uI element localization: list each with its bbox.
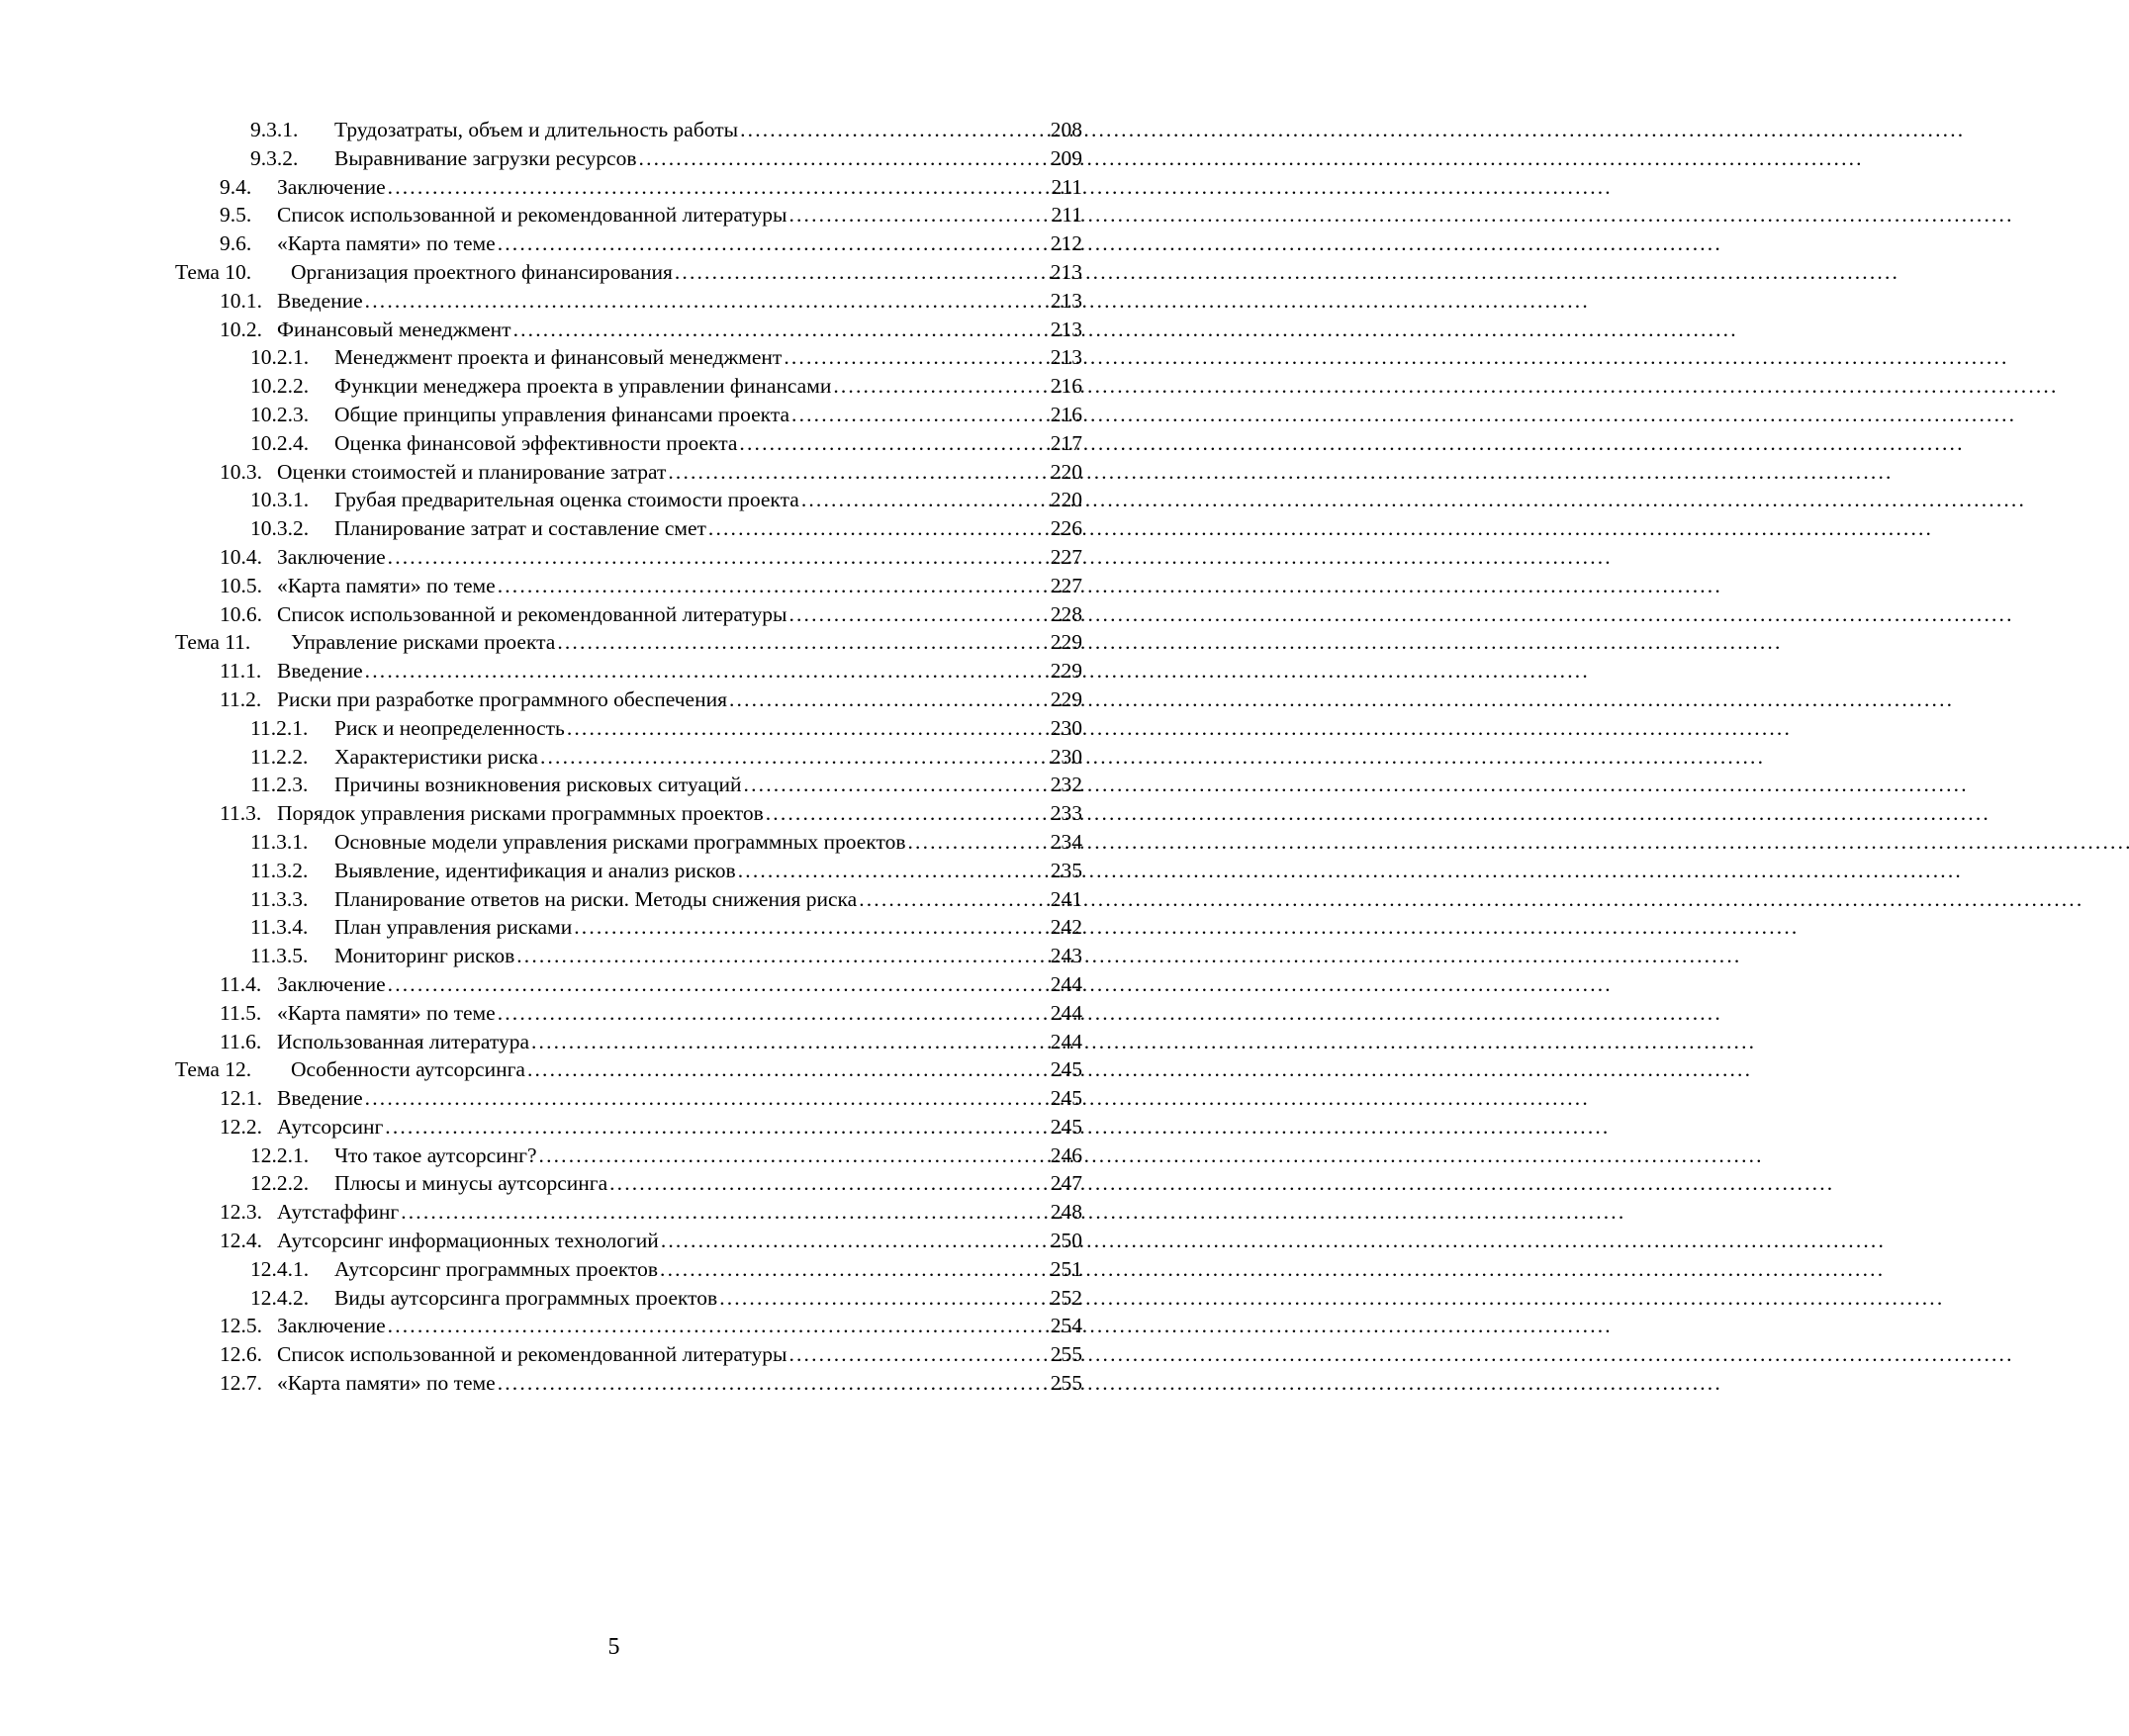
toc-dot-leader [527, 1055, 1049, 1084]
toc-entry-page: 229 [1050, 686, 1082, 711]
toc-entry[interactable] [175, 316, 1082, 344]
toc-entry[interactable] [175, 458, 1082, 487]
toc-dot-leader [744, 771, 1049, 799]
toc-entry-page: 211 [1051, 203, 1082, 228]
toc-entry[interactable] [175, 942, 1082, 970]
toc-dot-leader [388, 543, 1049, 572]
toc-entry-title: Грубая предварительная оценка стоимости проекта [334, 488, 799, 512]
toc-entry[interactable] [175, 771, 1082, 799]
toc-entry-title: Аутсорсинг [277, 1114, 384, 1139]
toc-entry-page: 234 [1050, 829, 1082, 854]
toc-dot-leader [788, 1340, 1048, 1369]
toc-entry-title: Плюсы и минусы аутсорсинга [334, 1171, 608, 1196]
toc-entry[interactable] [175, 828, 1082, 857]
toc-entry-title: Введение [277, 659, 363, 684]
toc-entry-number: 12.4.1. [250, 1256, 310, 1281]
toc-entry-number: 10.3. [220, 459, 262, 484]
toc-entry-title: Список использованной и рекомендованной литературы [277, 1342, 787, 1367]
toc-dot-leader [788, 201, 1049, 229]
toc-entry-page: 243 [1050, 944, 1082, 968]
toc-entry[interactable] [175, 1113, 1082, 1142]
toc-dot-leader [661, 1227, 1049, 1255]
toc-dot-leader [388, 970, 1049, 999]
toc-entry-page: 245 [1050, 1114, 1082, 1139]
toc-entry-number: Тема 10. [175, 259, 252, 284]
toc-entry[interactable] [175, 173, 1082, 202]
table-of-contents [175, 116, 1082, 1398]
toc-entry[interactable] [175, 144, 1082, 173]
toc-dot-leader [859, 885, 1049, 914]
toc-dot-leader [740, 116, 1049, 144]
toc-entry-number: 9.3.2. [250, 145, 299, 170]
toc-entry-number: 11.3.3. [250, 886, 309, 911]
toc-entry-title: Аутсорсинг программных проектов [334, 1256, 659, 1281]
toc-entry-page: 241 [1050, 886, 1082, 911]
toc-entry-page: 227 [1050, 573, 1082, 597]
toc-entry[interactable] [175, 372, 1082, 401]
toc-entry-page: 213 [1050, 288, 1082, 313]
toc-entry-page: 252 [1050, 1285, 1082, 1310]
toc-entry-title: План управления рисками [334, 915, 573, 940]
toc-entry-page: 230 [1050, 744, 1082, 769]
toc-dot-leader [574, 913, 1049, 942]
toc-dot-leader [385, 1113, 1048, 1142]
toc-entry[interactable] [175, 885, 1082, 914]
toc-entry-title: «Карта памяти» по теме [277, 1371, 496, 1396]
toc-entry[interactable] [175, 685, 1082, 714]
toc-entry[interactable] [175, 913, 1082, 942]
toc-entry-number: 11.3.1. [250, 829, 309, 854]
toc-entry-number: 12.2.2. [250, 1171, 310, 1196]
toc-dot-leader [660, 1255, 1049, 1284]
toc-entry-title: Финансовый менеджмент [277, 317, 511, 341]
toc-entry-number: 12.3. [220, 1200, 262, 1225]
toc-entry-page: 227 [1050, 544, 1082, 569]
toc-dot-leader [639, 144, 1049, 173]
toc-entry-number: 10.2.4. [250, 430, 310, 455]
toc-entry[interactable] [175, 116, 1082, 144]
toc-entry-number: 11.3.4. [250, 915, 309, 940]
toc-entry-page: 244 [1050, 1029, 1082, 1053]
toc-entry[interactable] [175, 657, 1082, 685]
toc-entry[interactable] [175, 1227, 1082, 1255]
toc-entry-number: 10.2.2. [250, 374, 310, 399]
toc-entry-page: 250 [1050, 1229, 1082, 1253]
toc-entry-title: Список использованной и рекомендованной литературы [277, 601, 787, 626]
toc-entry[interactable] [175, 999, 1082, 1028]
toc-entry-page: 248 [1050, 1200, 1082, 1225]
toc-entry[interactable] [175, 201, 1082, 229]
toc-entry[interactable] [175, 1084, 1082, 1113]
toc-entry-number: 10.2. [220, 317, 262, 341]
toc-entry[interactable] [175, 743, 1082, 772]
toc-entry-number: 9.3.1. [250, 118, 299, 141]
toc-entry-title: Функции менеджера проекта в управлении финансами [334, 374, 832, 399]
toc-entry-title: Риск и неопределенность [334, 715, 565, 740]
toc-dot-leader [498, 572, 1049, 600]
toc-entry-number: 10.5. [220, 573, 262, 597]
toc-entry-title: Что такое аутсорсинг? [334, 1142, 537, 1167]
toc-entry-number: 11.1. [220, 659, 262, 684]
toc-dot-leader [739, 429, 1048, 458]
toc-entry-title: Заключение [277, 971, 386, 996]
toc-dot-leader [513, 316, 1049, 344]
toc-entry-title: Виды аутсорсинга программных проектов [334, 1285, 718, 1310]
toc-entry-title: Введение [277, 288, 363, 313]
toc-entry[interactable] [175, 1028, 1082, 1056]
toc-entry[interactable] [175, 1142, 1082, 1170]
toc-dot-leader [539, 1142, 1049, 1170]
toc-entry-number: 11.2. [220, 686, 262, 711]
toc-entry-number: 12.1. [220, 1086, 262, 1111]
toc-entry-page: 212 [1050, 231, 1082, 256]
toc-entry-page: 209 [1050, 145, 1082, 170]
toc-entry[interactable] [175, 1369, 1082, 1398]
toc-entry-number: Тема 12. [175, 1057, 252, 1082]
toc-dot-leader [531, 1028, 1049, 1056]
toc-dot-leader [388, 1312, 1049, 1340]
toc-entry-page: 220 [1050, 488, 1082, 512]
toc-entry-number: 10.2.1. [250, 345, 310, 370]
toc-entry[interactable] [175, 1340, 1082, 1369]
toc-entry[interactable] [175, 258, 1082, 287]
toc-entry-page: 229 [1050, 630, 1082, 655]
toc-entry-title: Введение [277, 1086, 363, 1111]
page-number: 5 [607, 1634, 620, 1660]
toc-entry-number: 10.3.2. [250, 516, 310, 541]
toc-entry-title: Заключение [277, 174, 386, 199]
toc-entry-title: Особенности аутсорсинга [291, 1057, 525, 1082]
toc-entry-number: 12.6. [220, 1342, 262, 1367]
toc-entry[interactable] [175, 1312, 1082, 1340]
toc-entry-page: 216 [1050, 374, 1082, 399]
toc-dot-leader [801, 486, 1049, 514]
toc-entry-number: 12.7. [220, 1371, 262, 1396]
toc-entry[interactable] [175, 572, 1082, 600]
toc-entry-number: 10.3.1. [250, 488, 310, 512]
toc-entry-page: 242 [1050, 915, 1082, 940]
toc-entry-title: Аутсорсинг информационных технологий [277, 1229, 659, 1253]
toc-entry-number: 10.1. [220, 288, 262, 313]
toc-entry[interactable] [175, 287, 1082, 316]
toc-entry-page: 247 [1050, 1171, 1082, 1196]
toc-entry-page: 244 [1050, 1000, 1082, 1025]
toc-entry-title: Основные модели управления рисками программных проектов [334, 829, 906, 854]
toc-entry-page: 211 [1051, 174, 1082, 199]
toc-entry[interactable] [175, 229, 1082, 258]
toc-entry[interactable] [175, 1284, 1082, 1313]
toc-entry-page: 213 [1050, 259, 1082, 284]
toc-entry-number: 12.2. [220, 1114, 262, 1139]
toc-entry[interactable] [175, 343, 1082, 372]
toc-entry-page: 216 [1050, 402, 1082, 426]
toc-entry-title: Оценки стоимостей и планирование затрат [277, 459, 667, 484]
toc-entry[interactable] [175, 514, 1082, 543]
toc-entry[interactable] [175, 1169, 1082, 1198]
toc-entry-page: 208 [1050, 118, 1082, 141]
toc-entry[interactable] [175, 714, 1082, 743]
toc-entry-title: Риски при разработке программного обеспечения [277, 686, 727, 711]
toc-dot-leader [498, 229, 1049, 258]
toc-entry-title: Организация проектного финансирования [291, 259, 673, 284]
toc-dot-leader [729, 685, 1049, 714]
toc-entry-page: 213 [1050, 317, 1082, 341]
toc-dot-leader [365, 657, 1049, 685]
toc-entry-number: 11.2.1. [250, 715, 309, 740]
toc-entry-title: Мониторинг рисков [334, 944, 515, 968]
toc-entry[interactable] [175, 799, 1082, 828]
toc-entry-number: 12.5. [220, 1314, 262, 1338]
toc-dot-leader [540, 743, 1049, 772]
toc-dot-leader [567, 714, 1049, 743]
toc-entry-page: 229 [1050, 659, 1082, 684]
toc-entry-title: Управление рисками проекта [291, 630, 556, 655]
toc-entry[interactable] [175, 401, 1082, 429]
toc-entry-page: 220 [1050, 459, 1082, 484]
toc-entry[interactable] [175, 486, 1082, 514]
toc-entry-page: 251 [1050, 1256, 1082, 1281]
toc-entry-number: 9.5. [220, 203, 252, 228]
toc-entry-page: 230 [1050, 715, 1082, 740]
toc-dot-leader [401, 1198, 1049, 1227]
toc-entry-title: Оценка финансовой эффективности проекта [334, 430, 738, 455]
toc-entry-title: «Карта памяти» по теме [277, 231, 496, 256]
toc-dot-leader [668, 458, 1048, 487]
toc-entry-page: 255 [1050, 1342, 1082, 1367]
toc-entry-title: Использованная литература [277, 1029, 529, 1053]
toc-entry-number: 11.2.2. [250, 744, 309, 769]
toc-dot-leader [675, 258, 1049, 287]
toc-dot-leader [738, 857, 1049, 885]
toc-entry[interactable] [175, 600, 1082, 629]
toc-entry-title: Планирование ответов на риски. Методы снижения риска [334, 886, 858, 911]
toc-entry-page: 226 [1050, 516, 1082, 541]
toc-entry[interactable] [175, 543, 1082, 572]
toc-entry[interactable] [175, 857, 1082, 885]
toc-dot-leader [609, 1169, 1049, 1198]
toc-entry-number: 11.4. [220, 971, 262, 996]
toc-entry-number: 9.4. [220, 174, 252, 199]
toc-entry-title: Выявление, идентификация и анализ рисков [334, 858, 736, 882]
toc-entry-page: 213 [1050, 345, 1082, 370]
toc-entry-number: 11.3.2. [250, 858, 309, 882]
toc-entry-title: «Карта памяти» по теме [277, 1000, 496, 1025]
toc-entry-title: Список использованной и рекомендованной литературы [277, 203, 787, 228]
toc-entry[interactable] [175, 429, 1082, 458]
toc-entry-number: 11.6. [220, 1029, 262, 1053]
toc-entry-page: 233 [1050, 801, 1082, 826]
toc-entry-title: Выравнивание загрузки ресурсов [334, 145, 637, 170]
toc-dot-leader [498, 999, 1049, 1028]
toc-entry-title: Характеристики риска [334, 744, 538, 769]
toc-entry-number: Тема 11. [175, 630, 251, 655]
toc-entry-number: 10.2.3. [250, 402, 310, 426]
toc-entry-page: 254 [1050, 1314, 1082, 1338]
toc-entry-page: 245 [1050, 1057, 1082, 1082]
toc-dot-leader [365, 287, 1049, 316]
toc-entry[interactable] [175, 1255, 1082, 1284]
toc-dot-leader [719, 1284, 1049, 1313]
toc-entry-title: Порядок управления рисками программных проектов [277, 801, 764, 826]
toc-dot-leader [557, 628, 1048, 657]
toc-entry-page: 255 [1050, 1371, 1082, 1396]
toc-entry-title: Причины возникновения рисковых ситуаций [334, 773, 742, 797]
toc-entry-page: 244 [1050, 971, 1082, 996]
toc-entry-number: 12.4. [220, 1229, 262, 1253]
toc-dot-leader [833, 372, 1048, 401]
toc-entry-number: 11.3. [220, 801, 262, 826]
toc-dot-leader [365, 1084, 1049, 1113]
toc-dot-leader [791, 401, 1049, 429]
toc-entry-page: 228 [1050, 601, 1082, 626]
toc-dot-leader [516, 942, 1049, 970]
toc-dot-leader [784, 343, 1048, 372]
toc-entry[interactable] [175, 1198, 1082, 1227]
toc-entry-number: 11.3.5. [250, 944, 309, 968]
toc-dot-leader [788, 600, 1048, 629]
toc-entry-title: Общие принципы управления финансами проекта [334, 402, 790, 426]
toc-entry-page: 245 [1050, 1086, 1082, 1111]
toc-entry[interactable] [175, 970, 1082, 999]
toc-entry-number: 9.6. [220, 231, 252, 256]
toc-dot-leader [766, 799, 1049, 828]
toc-entry-number: 12.4.2. [250, 1285, 310, 1310]
toc-entry-number: 10.6. [220, 601, 262, 626]
toc-entry-title: Менеджмент проекта и финансовый менеджмент [334, 345, 783, 370]
toc-entry-title: Трудозатраты, объем и длительность работы [334, 118, 739, 141]
toc-dot-leader [388, 173, 1050, 202]
toc-entry-number: 12.2.1. [250, 1142, 310, 1167]
toc-entry-page: 246 [1050, 1142, 1082, 1167]
toc-entry[interactable] [175, 1055, 1082, 1084]
toc-entry-title: Заключение [277, 1314, 386, 1338]
toc-entry-title: Аутстаффинг [277, 1200, 400, 1225]
toc-entry-title: «Карта памяти» по теме [277, 573, 496, 597]
toc-entry-page: 217 [1050, 430, 1082, 455]
toc-entry-number: 10.4. [220, 544, 262, 569]
toc-entry-page: 232 [1050, 773, 1082, 797]
toc-dot-leader [708, 514, 1049, 543]
toc-dot-leader [498, 1369, 1049, 1398]
toc-entry-page: 235 [1050, 858, 1082, 882]
toc-entry[interactable] [175, 628, 1082, 657]
toc-entry-title: Заключение [277, 544, 386, 569]
toc-entry-title: Планирование затрат и составление смет [334, 516, 706, 541]
toc-dot-leader [907, 828, 1048, 857]
toc-entry-number: 11.5. [220, 1000, 262, 1025]
toc-entry-number: 11.2.3. [250, 773, 309, 797]
